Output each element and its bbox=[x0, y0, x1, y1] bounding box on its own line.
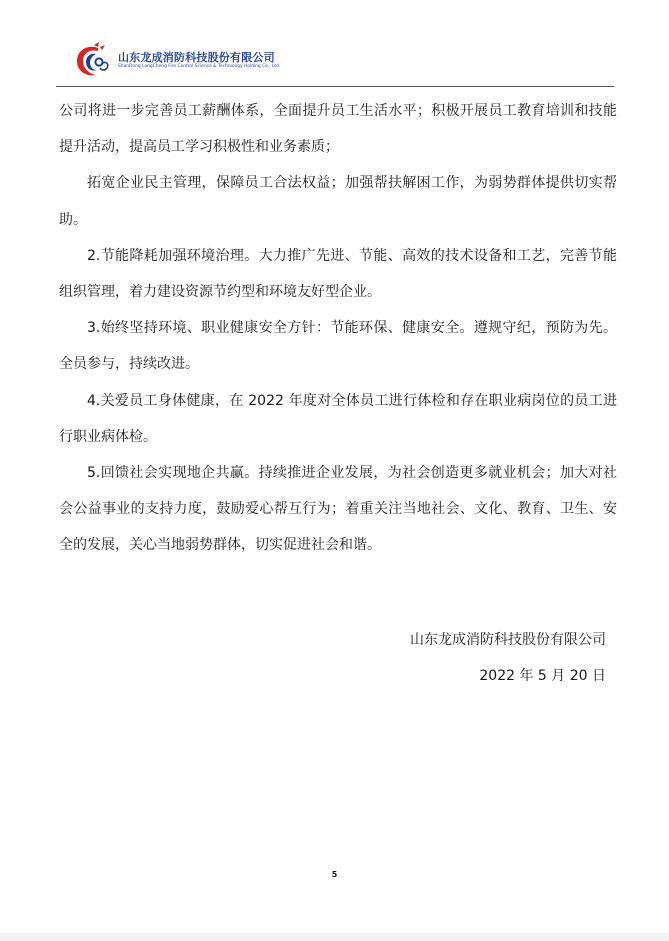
paragraph: 3.始终坚持环境、职业健康安全方针：节能环保、健康安全。遵规守纪，预防为先。全员参与，持续改进。 bbox=[59, 320, 617, 373]
paragraph: 2.节能降耗加强环境治理。大力推广先进、节能、高效的技术设备和工艺，完善节能组织管理，着力建设资源节约型和环境友好型企业。 bbox=[59, 247, 617, 301]
paragraph: 4.关爱员工身体健康，在 2022 年度对全体员工进行体检和存在职业病岗位的员工进行职业病体检。 bbox=[59, 392, 617, 445]
paragraph: 5.回馈社会实现地企共赢。持续推进企业发展，为社会创造更多就业机会；加大对社会公益事业的支持力度，鼓励爱心帮互行为；着重关注当地社会、文化、教育、卫生、安全的发展，关心当地弱势群体，切实促进社会和谐。 bbox=[59, 465, 617, 554]
signature-block bbox=[410, 622, 606, 694]
page-header bbox=[72, 42, 372, 82]
signature-date: 2022 年 5 月 20 日 bbox=[479, 668, 606, 684]
company-name-en: ShanDong LongCheng Fire Control Science & Technology Holding Co., Ltd. bbox=[118, 64, 281, 69]
paragraph: 公司将进一步完善员工薪酬体系，全面提升员工生活水平；积极开展员工教育培训和技能提升活动，提高员工学习积极性和业务素质； bbox=[59, 103, 617, 156]
signature-company: 山东龙成消防科技股份有限公司 bbox=[410, 632, 606, 648]
header-divider bbox=[56, 86, 614, 87]
document-body bbox=[59, 93, 617, 564]
dragon-logo-icon bbox=[72, 42, 114, 80]
paragraph: 拓宽企业民主管理，保障员工合法权益；加强帮扶解困工作，为弱势群体提供切实帮助。 bbox=[59, 175, 617, 228]
company-name-cn: 山东龙成消防科技股份有限公司 bbox=[118, 51, 275, 64]
page-number: 5 bbox=[331, 870, 338, 879]
